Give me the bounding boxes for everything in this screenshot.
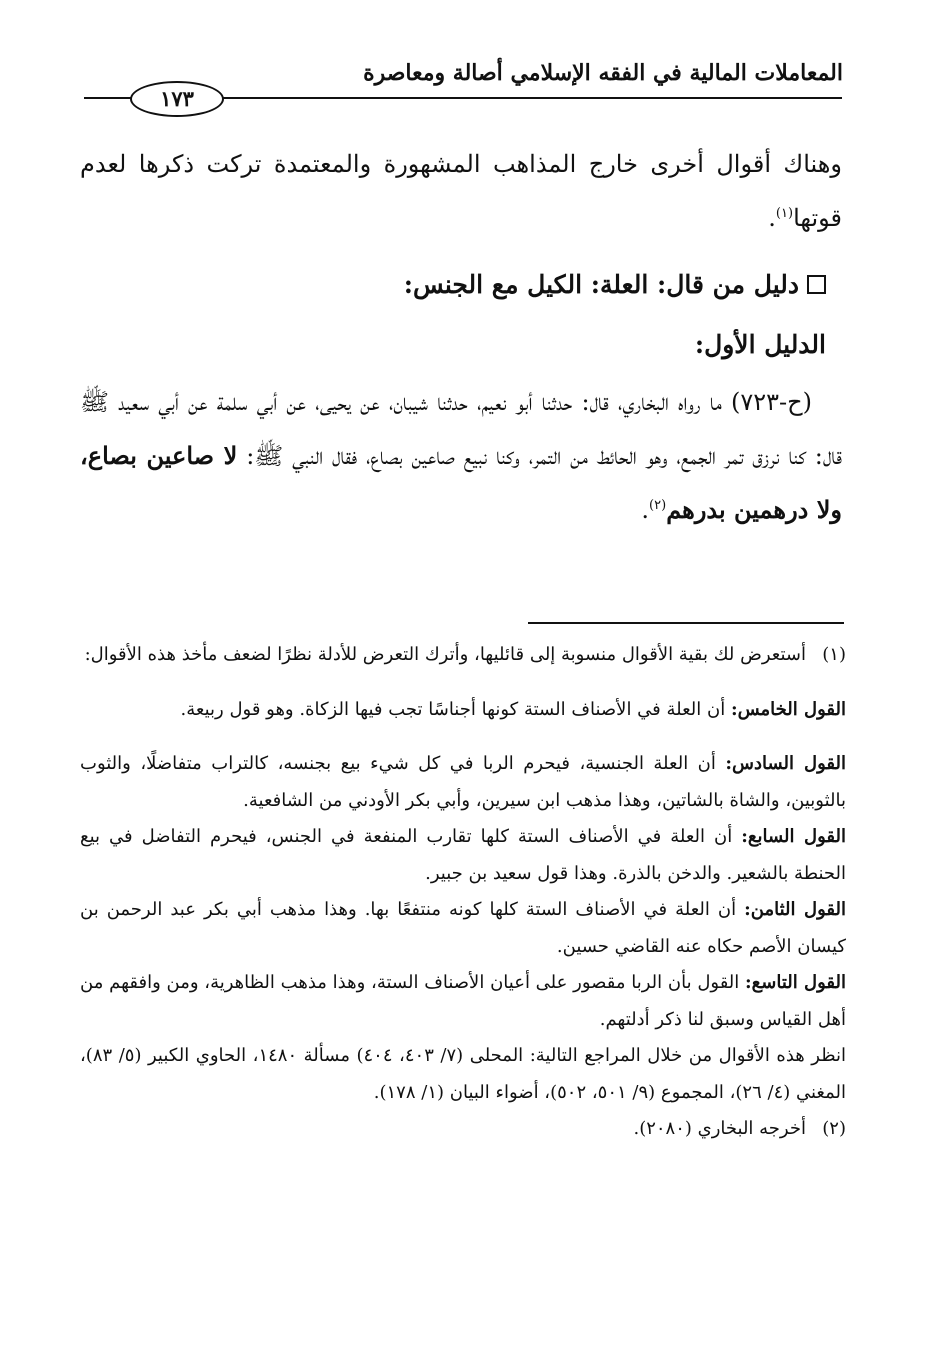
q6-text: أن العلة الجنسية، فيحرم الربا في كل شيء بيع بجنسه، كالتراب متفاضلًا، والثوب بالثوبين، والشاة بالشاتين، وهذا مذهب ابن سيرين، وأبي بكر الأودني من الشافعية. [80, 753, 846, 811]
q7-text: أن العلة في الأصناف الستة كلها تقارب المنفعة في الجنس، فيحرم التفاضل في بيع الحنطة بالشعير. والدخن بالذرة. وهذا قول سعيد بن جبير. [80, 826, 846, 884]
footnote-q7 [80, 819, 846, 892]
footnote-q5 [80, 692, 846, 729]
footnote-1 [80, 637, 846, 674]
footnotes [80, 637, 846, 1148]
q5-text: أن العلة في الأصناف الستة كونها أجناسًا تجب فيها الزكاة. وهو قول ربيعة. [180, 698, 731, 720]
footnote-2 [80, 1111, 846, 1148]
footnote-1-intro: أستعرض لك بقية الأقوال منسوبة إلى قائليها، وأترك التعرض للأدلة نظرًا لضعف مأخذ هذه الأقوال: [84, 644, 806, 665]
section-heading [80, 255, 826, 315]
main-text [80, 137, 842, 537]
q7-label: القول السابع: [741, 826, 846, 847]
footnote-ref-2[interactable]: (٢) [649, 498, 667, 513]
footnote-1-number: (١) [822, 644, 846, 665]
q9-label: القول التاسع: [745, 972, 846, 993]
footnote-rule [528, 622, 844, 624]
footnote-q6 [80, 746, 846, 819]
subheading: الدليل الأول: [694, 330, 826, 359]
lead-paragraph [80, 137, 842, 245]
footnote-q8 [80, 892, 846, 965]
q9-text: القول بأن الربا مقصور على أعيان الأصناف الستة، وهذا مذهب الظاهرية، ومن وافقهم من أهل القياس وسبق لنا ذكر أدلتهم. [80, 972, 846, 1030]
hadith-text: (ح-٧٢٣) ما رواه البخاري، قال: حدثنا أبو نعيم، حدثنا شيبان، عن يحيى، عن أبي سلمة عن أبي سعيد ﷺ قال: كنا نرزق تمر الجمع، وهو الحائط من التمر، وكنا نبيع صاعين بصاع، فقال النبي ﷺ: [80, 388, 842, 470]
lead-end: . [768, 204, 776, 232]
hadith-paragraph [80, 375, 842, 537]
footnote-q9 [80, 965, 846, 1038]
running-title: المعاملات المالية في الفقه الإسلامي أصالة ومعاصرة [363, 60, 843, 86]
q5-label: القول الخامس: [730, 698, 846, 720]
footnote-2-number: (٢) [822, 1118, 846, 1139]
lead-text: وهناك أقوال أخرى خارج المذاهب المشهورة والمعتمدة تركت ذكرها لعدم قوتها [80, 150, 842, 232]
q8-text: أن العلة في الأصناف الستة كلها كونه منتفعًا بها. وهذا مذهب أبي بكر عبد الرحمن بن كيسان الأصم حكاه عنه القاضي حسين. [80, 899, 846, 957]
footnote-ref-1[interactable]: (١) [775, 206, 794, 221]
footnote-references: انظر هذه الأقوال من خلال المراجع التالية: المحلى (٧/ ٤٠٣، ٤٠٤) مسألة ١٤٨٠، الحاوي الكبير (٥/ ٨٣)، المغني (٤/ ٢٦)، المجموع (٩/ ٥٠١، ٥٠٢)، أضواء البيان (١/ ١٧٨). [80, 1045, 847, 1103]
q8-label: القول الثامن: [744, 899, 847, 920]
checkbox-icon [807, 275, 826, 294]
q6-label: القول السادس: [725, 753, 846, 774]
section-heading-text: دليل من قال: العلة: الكيل مع الجنس: [403, 270, 799, 299]
page-number: ١٧٣ [130, 81, 224, 117]
hadith-end: . [641, 496, 650, 524]
hadith-quote: لا صاعين بصاع، ولا درهمين بدرهم [80, 441, 842, 524]
footnote-2-text: أخرجه البخاري (٢٠٨٠). [633, 1118, 806, 1139]
